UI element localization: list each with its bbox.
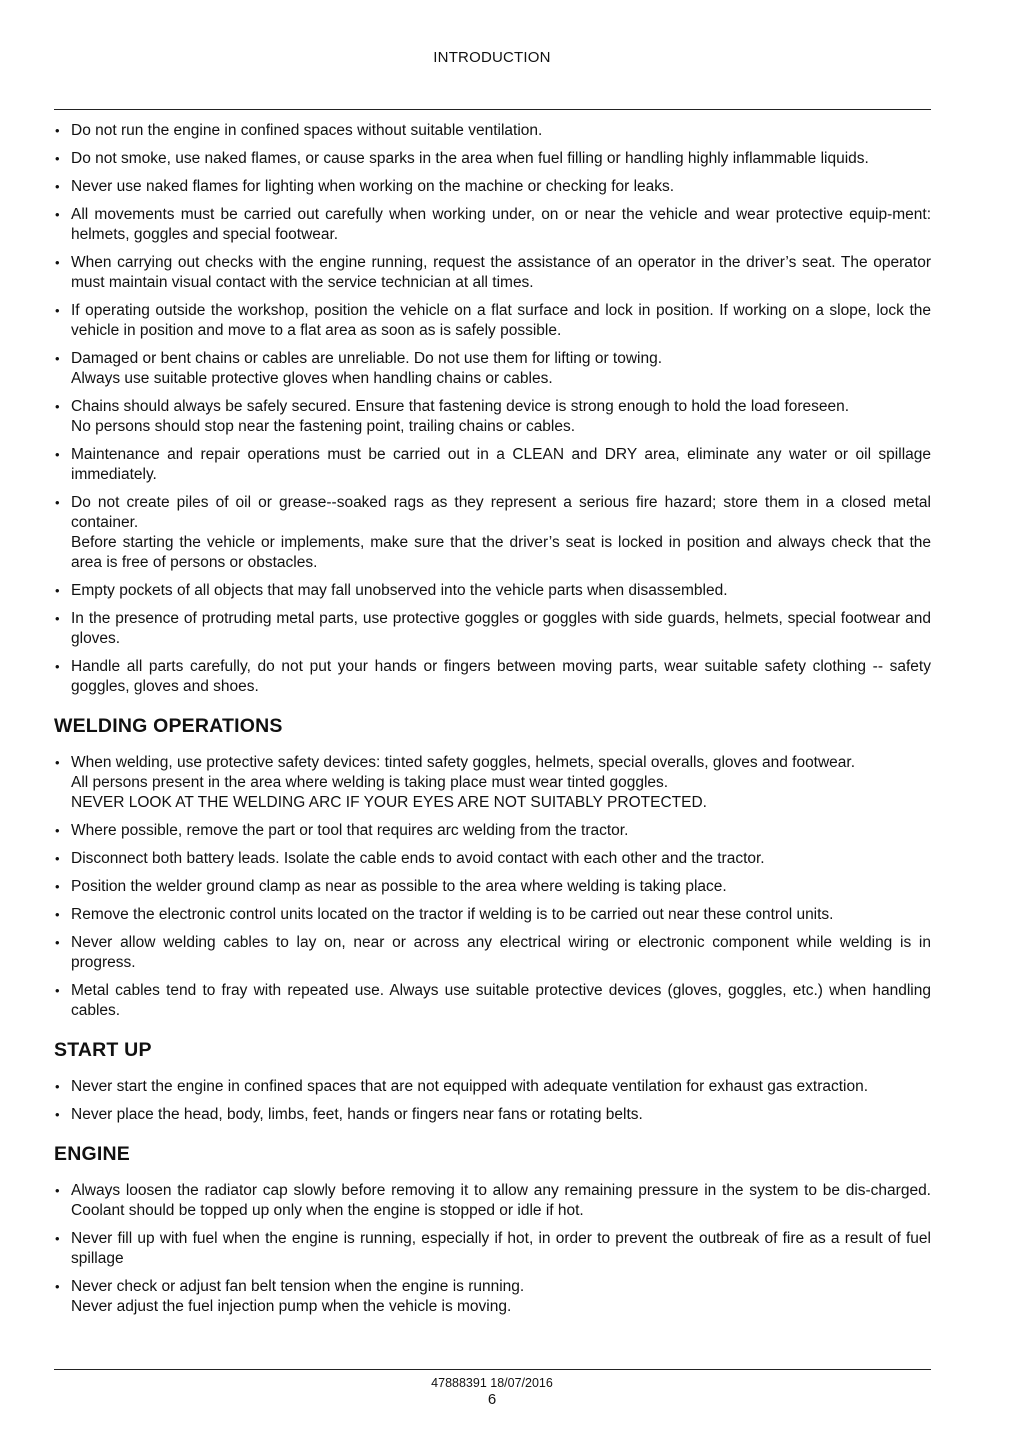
bullet-icon: • [55, 303, 60, 318]
bullet-icon: • [55, 447, 60, 462]
bullet-icon: • [55, 659, 60, 674]
list-item-text: All movements must be carried out carefully when working under, on or near the vehicle and wear protective equip-ment: helmets, goggles and special footwear. [71, 206, 931, 243]
bullet-icon: • [55, 399, 60, 414]
list-item [54, 177, 931, 197]
list-item-text: When carrying out checks with the engine running, request the assistance of an operator in the driver’s seat. The operator must maintain visual contact with the service technician at all times. [71, 254, 931, 291]
bullet-icon: • [55, 583, 60, 598]
list-item [54, 1105, 931, 1125]
bullet-icon: • [55, 1079, 60, 1094]
bullet-icon: • [55, 255, 60, 270]
list-item [54, 1229, 931, 1269]
list-item-text: Position the welder ground clamp as near as possible to the area where welding is taking place. [71, 878, 727, 895]
list-item-text: Always loosen the radiator cap slowly before removing it to allow any remaining pressure in the system to be dis-charged. Coolant should be topped up only when the engine is stopped or idle if hot. [71, 1182, 931, 1219]
bullet-icon: • [55, 611, 60, 626]
intro-bullet-list [54, 121, 931, 697]
list-item [54, 753, 931, 813]
list-item [54, 397, 931, 437]
list-item-text: Never fill up with fuel when the engine is running, especially if hot, in order to prevent the outbreak of fire as a result of fuel spillage [71, 1230, 931, 1267]
bullet-icon: • [55, 983, 60, 998]
list-item-text: In the presence of protruding metal parts, use protective goggles or goggles with side guards, helmets, special footwear and gloves. [71, 610, 931, 647]
section-bullet-list [54, 753, 931, 1021]
section-heading: START UP [54, 1039, 152, 1061]
page-number: 6 [487, 1391, 497, 1408]
bullet-icon: • [55, 1231, 60, 1246]
bullet-icon: • [55, 851, 60, 866]
list-item [54, 121, 931, 141]
bullet-icon: • [55, 495, 60, 510]
list-item-text: When welding, use protective safety devices: tinted safety goggles, helmets, special overalls, gloves and footwear. [71, 754, 856, 771]
list-item [54, 493, 931, 573]
list-item [54, 149, 931, 169]
list-item [54, 1181, 931, 1221]
section-heading: ENGINE [54, 1143, 130, 1165]
document-id: 47888391 18/07/2016 [431, 1376, 553, 1390]
list-item-text: Before starting the vehicle or implements, make sure that the driver’s seat is locked in position and always check that the area is free of persons or obstacles. [71, 534, 931, 571]
list-item [54, 1077, 931, 1097]
bullet-icon: • [55, 179, 60, 194]
list-item-text: Never check or adjust fan belt tension when the engine is running. [71, 1278, 525, 1295]
page-content [54, 121, 931, 1325]
list-item [54, 657, 931, 697]
list-item-text: Handle all parts carefully, do not put your hands or fingers between moving parts, wear suitable safety clothing -- safety goggles, gloves and shoes. [71, 658, 931, 695]
bullet-icon: • [55, 151, 60, 166]
list-item [54, 1277, 931, 1317]
list-item [54, 205, 931, 245]
list-item [54, 349, 931, 389]
list-item-text: No persons should stop near the fastening point, trailing chains or cables. [71, 418, 576, 435]
list-item [54, 253, 931, 293]
sections-container [54, 705, 931, 1317]
list-item-text: Never start the engine in confined spaces that are not equipped with adequate ventilation for exhaust gas extraction. [71, 1078, 869, 1095]
bullet-icon: • [55, 1183, 60, 1198]
list-item-text: If operating outside the workshop, position the vehicle on a flat surface and lock in position. If working on a slope, lock the vehicle in position and move to a flat area as soon as is safely possible. [71, 302, 931, 339]
list-item [54, 905, 931, 925]
section-bullet-list [54, 1077, 931, 1125]
list-item [54, 609, 931, 649]
list-item [54, 301, 931, 341]
list-item-text: Maintenance and repair operations must be carried out in a CLEAN and DRY area, eliminate any water or oil spillage immediately. [71, 446, 931, 483]
page-header: INTRODUCTION [433, 49, 551, 66]
bullet-icon: • [55, 351, 60, 366]
list-item-text: Never allow welding cables to lay on, near or across any electrical wiring or electronic component while welding is in progress. [71, 934, 931, 971]
list-item [54, 933, 931, 973]
list-item [54, 581, 931, 601]
list-item-text: Always use suitable protective gloves when handling chains or cables. [71, 370, 553, 387]
list-item-text: Do not run the engine in confined spaces without suitable ventilation. [71, 122, 543, 139]
list-item [54, 981, 931, 1021]
header-divider [54, 109, 931, 110]
bullet-icon: • [55, 123, 60, 138]
list-item-text: All persons present in the area where welding is taking place must wear tinted goggles. [71, 774, 669, 791]
list-item-text: Disconnect both battery leads. Isolate the cable ends to avoid contact with each other and the tractor. [71, 850, 765, 867]
list-item [54, 445, 931, 485]
bullet-icon: • [55, 907, 60, 922]
list-item-text: Chains should always be safely secured. Ensure that fastening device is strong enough to hold the load foreseen. [71, 398, 850, 415]
list-item-text: Do not smoke, use naked flames, or cause sparks in the area when fuel filling or handling highly inflammable liquids. [71, 150, 869, 167]
list-item [54, 821, 931, 841]
bullet-icon: • [55, 207, 60, 222]
bullet-icon: • [55, 1279, 60, 1294]
section-heading: WELDING OPERATIONS [54, 715, 283, 737]
list-item-text: Damaged or bent chains or cables are unreliable. Do not use them for lifting or towing. [71, 350, 663, 367]
list-item-text: Never use naked flames for lighting when working on the machine or checking for leaks. [71, 178, 675, 195]
bullet-icon: • [55, 755, 60, 770]
list-item-text: Never adjust the fuel injection pump when the vehicle is moving. [71, 1298, 512, 1315]
list-item [54, 877, 931, 897]
bullet-icon: • [55, 879, 60, 894]
list-item-text: Never place the head, body, limbs, feet, hands or fingers near fans or rotating belts. [71, 1106, 643, 1123]
footer-divider [54, 1369, 931, 1370]
bullet-icon: • [55, 1107, 60, 1122]
bullet-icon: • [55, 823, 60, 838]
list-item-text: Metal cables tend to fray with repeated use. Always use suitable protective devices (gloves, goggles, etc.) when handling cables. [71, 982, 931, 1019]
bullet-icon: • [55, 935, 60, 950]
list-item-text: Empty pockets of all objects that may fall unobserved into the vehicle parts when disassembled. [71, 582, 728, 599]
list-item-text: Remove the electronic control units located on the tractor if welding is to be carried out near these control units. [71, 906, 834, 923]
list-item-text: Where possible, remove the part or tool that requires arc welding from the tractor. [71, 822, 629, 839]
list-item-text: Do not create piles of oil or grease--soaked rags as they represent a serious fire hazard; store them in a closed metal container. [71, 494, 931, 531]
section-bullet-list [54, 1181, 931, 1317]
list-item-text: NEVER LOOK AT THE WELDING ARC IF YOUR EYES ARE NOT SUITABLY PROTECTED. [71, 794, 707, 811]
list-item [54, 849, 931, 869]
